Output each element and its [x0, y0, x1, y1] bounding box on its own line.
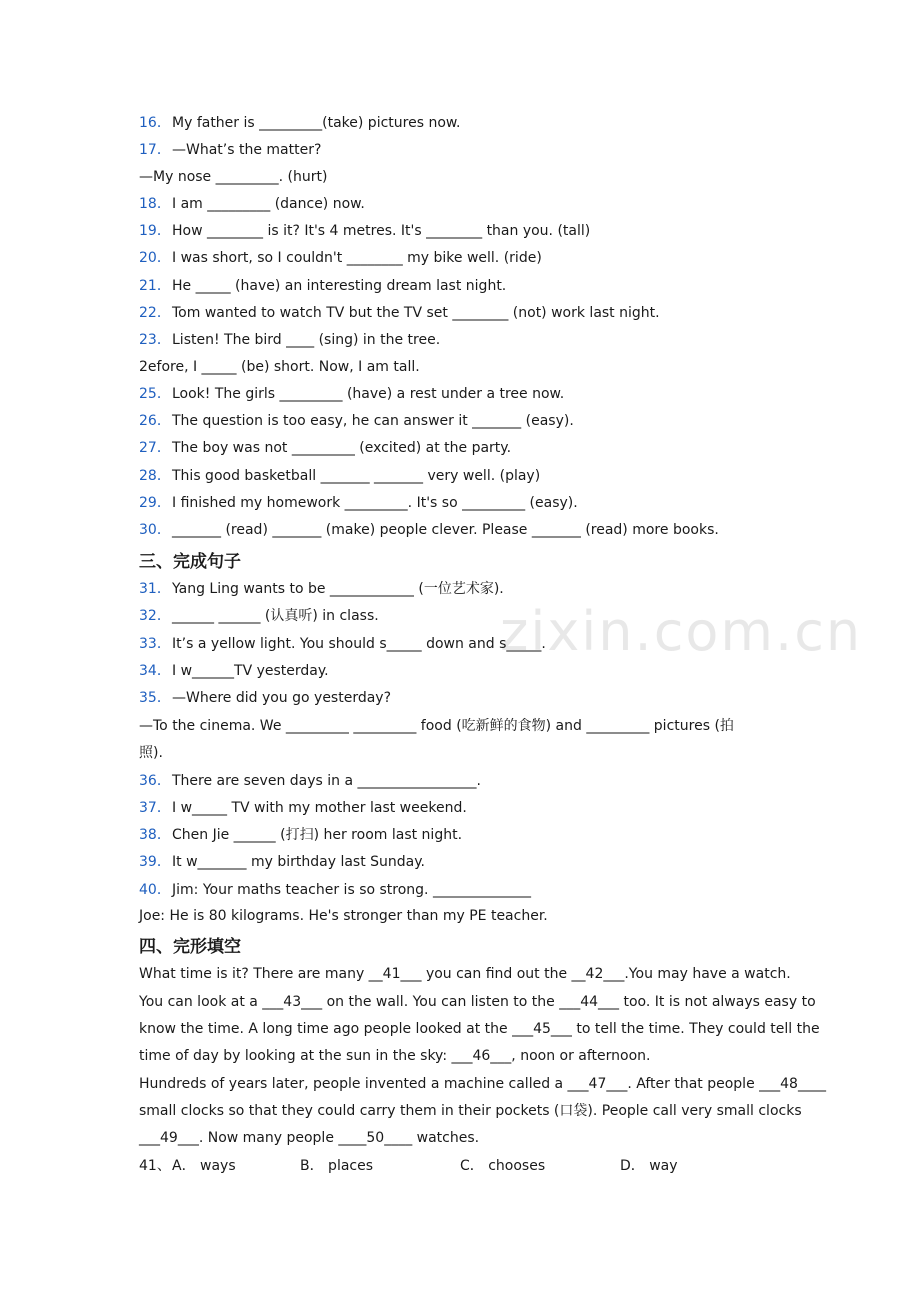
question-text: How ________ is it? It's 4 metres. It's ________ than you. (tall)	[172, 223, 591, 239]
question-number: 39．	[139, 854, 171, 870]
question-text: My father is _________(take) pictures now.	[172, 115, 461, 131]
question-text: This good basketball _______ _______ very well. (play)	[172, 468, 541, 484]
question-number: 21．	[139, 278, 171, 294]
question-line	[139, 385, 564, 403]
answer-option: B． places	[300, 1158, 374, 1174]
question-line	[139, 853, 425, 871]
watermark: zixin.com.cn	[500, 600, 863, 663]
passage-line: time of day by looking at the sun in the sky: ___46___, noon or afternoon.	[139, 1048, 651, 1064]
answer-option: A． ways	[172, 1158, 236, 1174]
passage-line: What time is it? There are many __41___ you can find out the __42___.You may have a watch.	[139, 966, 791, 982]
question-number: 25．	[139, 386, 171, 402]
question-number: 23．	[139, 332, 171, 348]
question-line	[139, 304, 660, 322]
question-line	[139, 744, 163, 762]
question-line	[139, 662, 329, 680]
question-text: Jim: Your maths teacher is so strong. ______________	[172, 882, 531, 898]
question-text: 照).	[139, 745, 163, 761]
question-text: _______ (read) _______ (make) people clever. Please _______ (read) more books.	[172, 522, 719, 538]
question-text: There are seven days in a _________________.	[172, 773, 481, 789]
section-heading: 四、完形填空	[139, 937, 241, 957]
passage-line: You can look at a ___43___ on the wall. You can listen to the ___44___ too. It is not always easy to	[139, 994, 816, 1010]
question-line	[139, 689, 391, 707]
section-heading: 三、完成句子	[139, 552, 241, 572]
question-line	[139, 494, 578, 512]
question-text: I am _________ (dance) now.	[172, 196, 365, 212]
question-line	[139, 580, 504, 598]
question-text: The question is too easy, he can answer it _______ (easy).	[172, 413, 574, 429]
question-text: He _____ (have) an interesting dream last night.	[172, 278, 507, 294]
question-number: 32．	[139, 608, 171, 624]
question-number: 40．	[139, 882, 171, 898]
question-number: 31．	[139, 581, 171, 597]
question-number: 41、	[139, 1158, 171, 1174]
question-number: 27．	[139, 440, 171, 456]
question-line	[139, 168, 327, 186]
question-number: 26．	[139, 413, 171, 429]
question-text: —My nose _________. (hurt)	[139, 169, 328, 185]
question-text: Yang Ling wants to be ____________ (一位艺术家).	[172, 581, 504, 597]
question-number: 17．	[139, 142, 171, 158]
passage-line: ___49___. Now many people ____50____ watches.	[139, 1130, 480, 1146]
question-line	[139, 195, 365, 213]
passage-line: small clocks so that they could carry them in their pockets (口袋). People call very small clocks	[139, 1103, 802, 1119]
question-line	[139, 114, 461, 132]
question-number: 30．	[139, 522, 171, 538]
question-line	[139, 717, 734, 735]
question-text: I w_____ TV with my mother last weekend.	[172, 800, 467, 816]
question-text: Look! The girls _________ (have) a rest under a tree now.	[172, 386, 565, 402]
question-line	[139, 222, 590, 240]
question-text: The boy was not _________ (excited) at the party.	[172, 440, 512, 456]
question-line	[139, 635, 546, 653]
question-text: It w_______ my birthday last Sunday.	[172, 854, 425, 870]
passage-line: know the time. A long time ago people looked at the ___45___ to tell the time. They could tell the	[139, 1021, 820, 1037]
question-line	[139, 467, 540, 485]
question-line	[139, 772, 481, 790]
question-line	[139, 826, 462, 844]
question-text: —Where did you go yesterday?	[172, 690, 392, 706]
question-text: I finished my homework _________. It's so _________ (easy).	[172, 495, 578, 511]
question-text: I was short, so I couldn't ________ my bike well. (ride)	[172, 250, 542, 266]
question-text: Chen Jie ______ (打扫) her room last night.	[172, 827, 463, 843]
question-number: 34．	[139, 663, 171, 679]
question-number: 16．	[139, 115, 171, 131]
question-number: 38．	[139, 827, 171, 843]
question-line	[139, 881, 531, 899]
question-number: 33．	[139, 636, 171, 652]
question-number: 37．	[139, 800, 171, 816]
question-text: —To the cinema. We _________ _________ food (吃新鲜的食物) and _________ pictures (拍	[139, 718, 734, 734]
question-line	[139, 439, 511, 457]
question-number: 29．	[139, 495, 171, 511]
question-number: 36．	[139, 773, 171, 789]
question-line	[139, 249, 542, 267]
question-text: ______ ______ (认真听) in class.	[172, 608, 379, 624]
question-text: Listen! The bird ____ (sing) in the tree.	[172, 332, 441, 348]
question-line	[139, 141, 321, 159]
question-text: Tom wanted to watch TV but the TV set ________ (not) work last night.	[172, 305, 660, 321]
answer-option: C． chooses	[460, 1158, 546, 1174]
question-number: 19．	[139, 223, 171, 239]
question-line	[139, 412, 574, 430]
question-text: It’s a yellow light. You should s_____ down and s_____.	[172, 636, 546, 652]
question-line	[139, 358, 420, 376]
question-text: I w______TV yesterday.	[172, 663, 329, 679]
question-number: 18．	[139, 196, 171, 212]
question-line	[139, 277, 506, 295]
question-number: 35．	[139, 690, 171, 706]
passage-line: Hundreds of years later, people invented a machine called a ___47___. After that people ___48____	[139, 1076, 826, 1092]
question-text: —What’s the matter?	[172, 142, 322, 158]
question-number: 28．	[139, 468, 171, 484]
question-number: 22．	[139, 305, 171, 321]
question-line	[139, 331, 440, 349]
question-line	[139, 607, 379, 625]
question-number: 20．	[139, 250, 171, 266]
answer-option: D． way	[620, 1158, 678, 1174]
question-line	[139, 521, 719, 539]
question-line	[139, 799, 467, 817]
question-line	[139, 907, 548, 925]
question-text: Joe: He is 80 kilograms. He's stronger than my PE teacher.	[139, 908, 548, 924]
question-text: 2efore, I _____ (be) short. Now, I am tall.	[139, 359, 420, 375]
